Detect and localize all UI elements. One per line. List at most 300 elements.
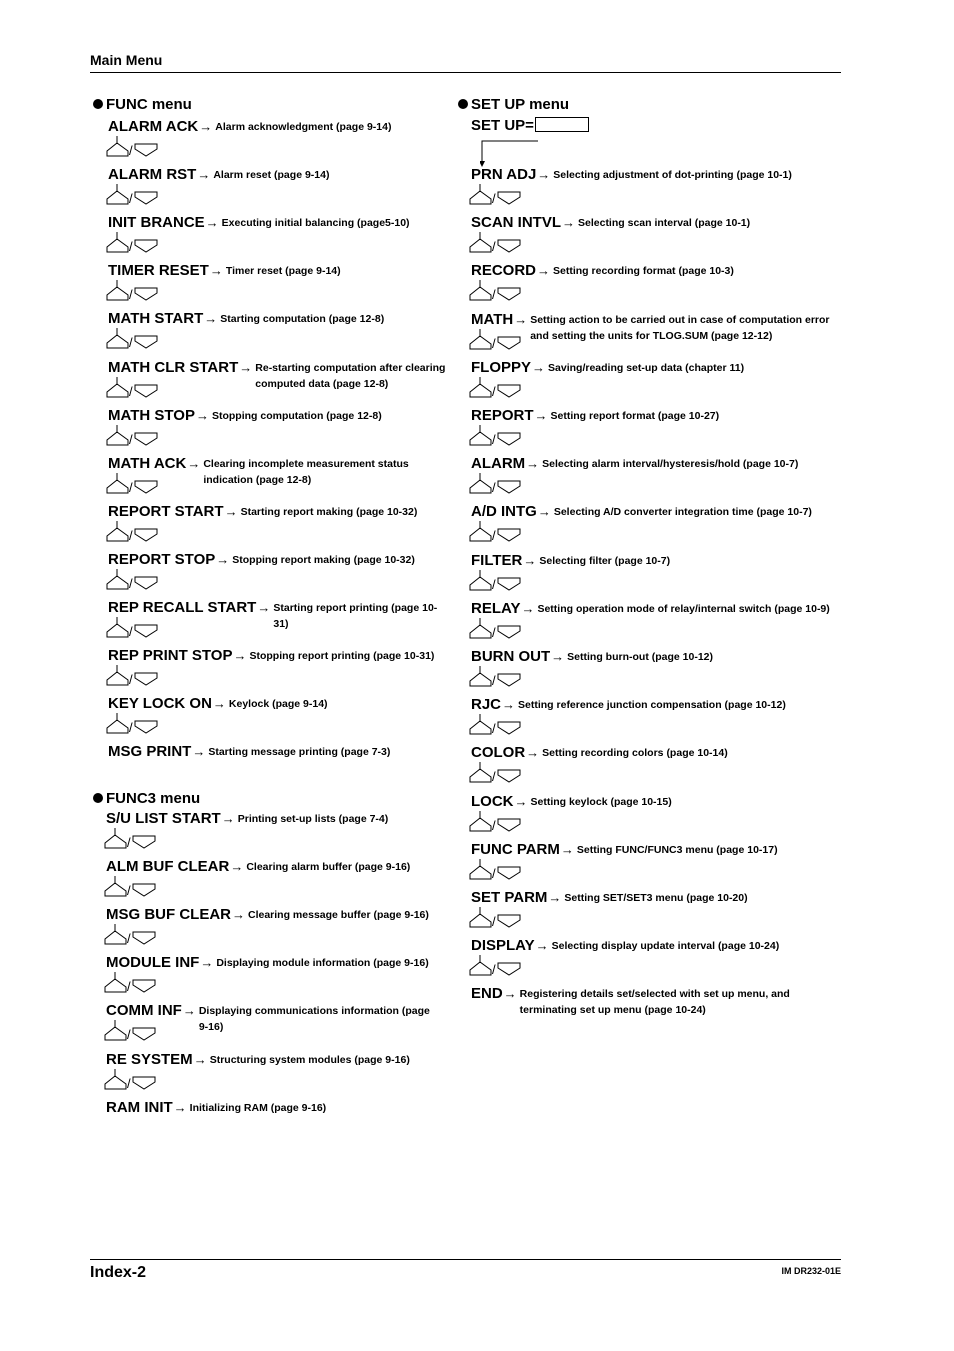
up-down-keys-icon <box>469 473 529 495</box>
key-separator: / <box>492 914 496 929</box>
menu-item-description: Registering details set/selected with set up menu, and terminating set up menu (page 10-24) <box>519 988 790 1017</box>
key-separator: / <box>492 383 496 399</box>
up-down-keys-icon <box>469 377 529 399</box>
menu-item-description: Initializing RAM (page 9-16) <box>189 1101 327 1114</box>
key-separator: / <box>492 673 496 688</box>
up-arrow-key-icon <box>107 239 128 252</box>
key-separator: / <box>129 287 133 303</box>
key-separator: / <box>127 1027 131 1043</box>
down-arrow-key-icon <box>135 529 157 541</box>
up-arrow-key-icon <box>107 528 128 541</box>
key-separator: / <box>492 817 496 833</box>
right-arrow-icon: → <box>182 1003 196 1019</box>
menu-item-keyword: ALARM RST <box>108 166 197 184</box>
menu-item-description: Selecting adjustment of dot-printing (page 10-1) <box>553 169 792 181</box>
menu-item <box>471 503 841 544</box>
menu-item-keyword: LOCK <box>471 792 514 810</box>
up-down-keys-icon <box>104 828 164 850</box>
up-arrow-key-icon <box>107 191 128 204</box>
menu-item <box>106 1050 440 1091</box>
up-arrow-key-icon <box>470 239 491 252</box>
up-arrow-key-icon <box>470 818 491 831</box>
key-separator: / <box>492 432 496 447</box>
up-arrow-key-icon <box>105 835 126 848</box>
up-arrow-key-icon <box>105 979 126 992</box>
right-arrow-icon: → <box>232 907 245 923</box>
menu-item-keyword: DISPLAY <box>471 937 535 955</box>
menu-item-description: Setting FUNC/FUNC3 menu (page 10-17) <box>576 843 778 856</box>
key-separator: / <box>492 576 496 592</box>
menu-item <box>108 262 446 303</box>
menu-item-keyword: SET PARM <box>471 889 548 906</box>
menu-item-description: Alarm acknowledgment (page 9-14) <box>215 121 392 133</box>
menu-item-description: Saving/reading set-up data (chapter 11) <box>548 361 745 374</box>
menu-item <box>471 310 841 351</box>
down-arrow-key-icon <box>498 963 520 975</box>
key-separator: / <box>129 720 133 736</box>
right-arrow-icon: → <box>221 811 235 826</box>
right-arrow-icon: → <box>199 119 213 134</box>
func-menu-title: FUNC menu <box>93 96 192 113</box>
key-separator: / <box>127 1075 131 1091</box>
down-arrow-key-icon <box>498 288 520 300</box>
up-down-keys-icon <box>106 136 166 158</box>
up-arrow-key-icon <box>107 335 128 348</box>
key-separator: / <box>492 191 496 206</box>
key-separator: / <box>129 143 133 158</box>
key-separator: / <box>492 721 496 737</box>
menu-item-description: Starting report making (page 10-32) <box>240 505 418 518</box>
key-separator: / <box>129 191 133 207</box>
down-arrow-key-icon <box>498 240 520 252</box>
down-arrow-key-icon <box>133 1077 155 1089</box>
key-separator: / <box>129 575 133 591</box>
menu-item-keyword: REP PRINT STOP <box>108 647 233 665</box>
up-down-keys-icon <box>106 569 166 591</box>
up-arrow-key-icon <box>470 577 491 590</box>
menu-item-keyword: REPORT STOP <box>108 550 216 568</box>
key-separator: / <box>492 865 496 881</box>
down-arrow-key-icon <box>135 192 157 204</box>
up-arrow-key-icon <box>470 914 491 927</box>
menu-item-keyword: RE SYSTEM <box>106 1050 193 1068</box>
menu-item-description: Re-starting computation after clearing computed data (page 12-8) <box>255 361 446 390</box>
right-arrow-icon: → <box>548 890 562 905</box>
menu-item <box>106 1100 440 1116</box>
up-arrow-key-icon <box>470 191 491 204</box>
up-down-keys-icon <box>106 184 166 206</box>
menu-item <box>106 810 440 850</box>
down-arrow-key-icon <box>135 288 157 300</box>
up-down-keys-icon <box>469 811 529 833</box>
down-arrow-key-icon <box>133 1028 155 1040</box>
right-arrow-icon: → <box>514 311 528 327</box>
up-arrow-key-icon <box>470 336 491 349</box>
down-arrow-key-icon <box>133 980 155 992</box>
up-down-keys-icon <box>104 972 164 994</box>
key-separator: / <box>492 480 496 496</box>
down-arrow-key-icon <box>498 674 520 686</box>
down-arrow-key-icon <box>135 721 157 733</box>
menu-item <box>108 358 446 399</box>
menu-item <box>106 954 440 995</box>
setup-value-box <box>535 117 589 132</box>
menu-item-description: Stopping report making (page 10-32) <box>232 553 415 566</box>
menu-item <box>471 262 841 303</box>
up-down-keys-icon <box>469 618 529 640</box>
down-arrow-key-icon <box>135 625 157 637</box>
up-down-keys-icon <box>104 924 164 946</box>
up-down-keys-icon <box>469 907 529 929</box>
menu-item <box>471 648 841 688</box>
menu-item-description: Setting keylock (page 10-15) <box>530 795 672 808</box>
menu-item-description: Setting burn-out (page 10-12) <box>567 651 714 663</box>
menu-item <box>106 858 440 899</box>
right-arrow-icon: → <box>187 455 201 471</box>
menu-item-keyword: MODULE INF <box>106 954 200 972</box>
menu-item-description: Starting message printing (page 7-3) <box>208 746 391 759</box>
up-down-keys-icon <box>106 713 166 735</box>
up-down-keys-icon <box>469 280 529 302</box>
right-arrow-icon: → <box>523 552 537 568</box>
menu-item <box>471 792 841 833</box>
down-arrow-key-icon <box>135 673 157 685</box>
menu-item <box>106 906 440 947</box>
right-arrow-icon: → <box>562 215 575 231</box>
menu-item <box>108 454 446 495</box>
menu-item-keyword: REP RECALL START <box>108 599 257 616</box>
down-arrow-key-icon <box>135 577 157 589</box>
menu-item-keyword: MATH START <box>108 310 204 328</box>
up-down-keys-icon <box>106 280 166 302</box>
up-down-keys-icon <box>106 617 166 639</box>
up-down-keys-icon <box>106 665 166 687</box>
up-arrow-key-icon <box>107 432 128 445</box>
menu-item-description: Setting recording format (page 10-3) <box>553 265 734 278</box>
down-arrow-key-icon <box>498 819 520 831</box>
up-down-keys-icon <box>469 570 529 592</box>
footer-rule <box>90 1259 841 1260</box>
right-arrow-icon: → <box>526 745 540 761</box>
down-arrow-key-icon <box>133 836 155 848</box>
up-arrow-key-icon <box>470 962 491 975</box>
menu-item-keyword: PRN ADJ <box>471 166 537 183</box>
menu-item <box>108 599 446 639</box>
right-arrow-icon: → <box>532 359 546 375</box>
up-down-keys-icon <box>469 329 529 351</box>
menu-item-description: Setting SET/SET3 menu (page 10-20) <box>564 892 748 904</box>
menu-item <box>471 599 841 640</box>
menu-item-keyword: FILTER <box>471 551 523 569</box>
menu-item-keyword: ALM BUF CLEAR <box>106 858 230 876</box>
key-separator: / <box>492 528 496 544</box>
up-arrow-key-icon <box>107 143 128 156</box>
menu-item-keyword: RJC <box>471 696 502 714</box>
up-arrow-key-icon <box>107 624 128 637</box>
key-separator: / <box>492 335 496 351</box>
right-arrow-icon: → <box>534 408 548 423</box>
up-down-keys-icon <box>106 232 166 254</box>
up-down-keys-icon <box>106 521 166 543</box>
menu-item-keyword: BURN OUT <box>471 648 551 665</box>
down-arrow-key-icon <box>498 722 520 734</box>
menu-item-keyword: MATH <box>471 310 514 328</box>
up-down-keys-icon <box>469 425 529 447</box>
menu-item <box>471 455 841 496</box>
down-arrow-key-icon <box>135 433 157 445</box>
up-down-keys-icon <box>104 1020 164 1042</box>
menu-item-keyword: RELAY <box>471 599 521 617</box>
menu-item-description: Stopping computation (page 12-8) <box>211 409 382 422</box>
right-arrow-icon: → <box>503 986 517 1002</box>
bullet-icon <box>93 793 103 803</box>
up-down-keys-icon <box>469 232 529 254</box>
menu-item-keyword: KEY LOCK ON <box>108 695 212 713</box>
menu-item-description: Alarm reset (page 9-14) <box>213 169 330 182</box>
menu-item-keyword: RAM INIT <box>106 1098 173 1116</box>
menu-item-keyword: FUNC PARM <box>471 840 560 858</box>
up-down-keys-icon <box>469 666 529 688</box>
key-separator: / <box>129 672 133 688</box>
key-separator: / <box>129 335 133 351</box>
up-arrow-key-icon <box>107 384 128 397</box>
down-arrow-key-icon <box>135 240 157 252</box>
down-arrow-key-icon <box>135 336 157 348</box>
menu-item-keyword: FLOPPY <box>471 358 532 376</box>
menu-item-description: Keylock (page 9-14) <box>228 698 328 711</box>
down-arrow-key-icon <box>498 626 520 638</box>
up-arrow-key-icon <box>470 528 491 541</box>
menu-item-keyword: RECORD <box>471 262 537 280</box>
running-header: Main Menu <box>90 52 163 68</box>
menu-item-description: Displaying communications information (page 9-16) <box>198 1005 430 1034</box>
right-arrow-icon: → <box>560 841 574 857</box>
menu-item <box>108 166 446 207</box>
menu-item-description: Selecting scan interval (page 10-1) <box>578 217 751 230</box>
bullet-icon <box>458 99 468 109</box>
up-arrow-key-icon <box>107 720 128 733</box>
up-arrow-key-icon <box>470 673 491 686</box>
up-down-keys-icon <box>469 762 529 784</box>
right-arrow-icon: → <box>230 859 244 875</box>
menu-item <box>108 118 446 158</box>
down-arrow-key-icon <box>498 578 520 590</box>
menu-item-keyword: END <box>471 985 503 1003</box>
key-separator: / <box>129 624 133 639</box>
up-down-keys-icon <box>106 328 166 350</box>
down-arrow-key-icon <box>135 144 157 156</box>
up-arrow-key-icon <box>105 1076 126 1089</box>
menu-item-description: Setting reference junction compensation (page 10-12) <box>518 699 786 712</box>
right-arrow-icon: → <box>205 215 219 231</box>
up-arrow-key-icon <box>107 576 128 589</box>
menu-item-keyword: MSG PRINT <box>108 743 192 761</box>
up-arrow-key-icon <box>470 480 491 493</box>
menu-item <box>108 744 446 760</box>
down-arrow-key-icon <box>498 915 520 927</box>
key-separator: / <box>127 931 131 947</box>
up-arrow-key-icon <box>470 432 491 445</box>
up-down-keys-icon <box>106 473 166 495</box>
setup-entry-label: SET UP= <box>471 117 589 134</box>
menu-item <box>108 214 446 255</box>
menu-item <box>108 647 446 688</box>
menu-item <box>471 744 841 785</box>
menu-item-description: Selecting filter (page 10-7) <box>539 554 671 567</box>
menu-item-description: Setting action to be carried out in case of computation error and setting the units for TLOG.SUM (page 12-12) <box>530 313 830 342</box>
right-arrow-icon: → <box>537 504 551 520</box>
up-arrow-key-icon <box>470 625 491 638</box>
key-separator: / <box>127 883 131 899</box>
up-arrow-key-icon <box>470 866 491 879</box>
right-arrow-icon: → <box>521 600 535 616</box>
menu-item-keyword: S/U LIST START <box>106 810 221 827</box>
menu-item-keyword: TIMER RESET <box>108 262 209 280</box>
menu-item <box>108 502 446 543</box>
right-arrow-icon: → <box>535 938 549 954</box>
right-arrow-icon: → <box>197 167 211 183</box>
menu-item <box>471 407 841 447</box>
up-down-keys-icon <box>469 955 529 977</box>
right-arrow-icon: → <box>514 793 528 809</box>
menu-item <box>471 166 841 206</box>
menu-item <box>471 937 841 978</box>
up-arrow-key-icon <box>105 1027 126 1040</box>
right-arrow-icon: → <box>193 1051 207 1067</box>
key-separator: / <box>129 383 133 399</box>
header-rule <box>90 72 841 73</box>
menu-item <box>471 986 841 1018</box>
down-arrow-key-icon <box>135 481 157 493</box>
menu-item-description: Clearing alarm buffer (page 9-16) <box>246 861 411 874</box>
down-arrow-key-icon <box>498 529 520 541</box>
key-separator: / <box>492 624 496 640</box>
right-arrow-icon: → <box>173 1099 187 1115</box>
down-arrow-key-icon <box>135 385 157 397</box>
menu-item-keyword: SCAN INTVL <box>471 214 561 232</box>
menu-item <box>108 406 446 447</box>
right-arrow-icon: → <box>233 648 247 664</box>
right-arrow-icon: → <box>192 744 206 760</box>
bullet-icon <box>93 99 103 109</box>
key-separator: / <box>127 835 131 850</box>
right-arrow-icon: → <box>526 456 540 472</box>
menu-item-description: Selecting A/D converter integration time (page 10-7) <box>553 506 812 519</box>
up-arrow-key-icon <box>105 883 126 896</box>
setup-connector-arrow <box>480 140 540 168</box>
menu-item-description: Displaying module information (page 9-16) <box>216 957 429 970</box>
up-down-keys-icon <box>106 377 166 399</box>
right-arrow-icon: → <box>216 551 230 567</box>
right-arrow-icon: → <box>551 649 565 664</box>
menu-item-description: Selecting display update interval (page 10-24) <box>551 940 780 953</box>
menu-item <box>108 310 446 351</box>
right-arrow-icon: → <box>239 359 253 375</box>
key-separator: / <box>129 431 133 447</box>
key-separator: / <box>492 962 496 978</box>
menu-item-keyword: ALARM <box>471 455 526 473</box>
up-down-keys-icon <box>469 714 529 736</box>
menu-item-description: Starting report printing (page 10-31) <box>273 602 438 630</box>
func3-menu-title: FUNC3 menu <box>93 790 200 807</box>
menu-item-keyword: INIT BRANCE <box>108 214 205 232</box>
up-down-keys-icon <box>106 425 166 447</box>
key-separator: / <box>492 769 496 785</box>
up-arrow-key-icon <box>470 384 491 397</box>
menu-item <box>108 695 446 736</box>
up-down-keys-icon <box>104 876 164 898</box>
key-separator: / <box>492 287 496 303</box>
menu-item-description: Starting computation (page 12-8) <box>220 313 385 326</box>
menu-item-description: Stopping report printing (page 10-31) <box>249 650 435 663</box>
down-arrow-key-icon <box>498 337 520 349</box>
up-down-keys-icon <box>469 184 529 206</box>
key-separator: / <box>129 479 133 495</box>
right-arrow-icon: → <box>195 407 209 423</box>
right-arrow-icon: → <box>200 955 214 971</box>
up-arrow-key-icon <box>470 769 491 782</box>
key-separator: / <box>129 239 133 255</box>
down-arrow-key-icon <box>498 433 520 445</box>
right-arrow-icon: → <box>257 600 271 615</box>
page-number: Index-2 <box>90 1264 147 1281</box>
menu-item-keyword: A/D INTG <box>471 503 537 521</box>
down-arrow-key-icon <box>498 770 520 782</box>
menu-item <box>471 214 841 255</box>
up-arrow-key-icon <box>470 721 491 734</box>
menu-item <box>106 1002 440 1043</box>
key-separator: / <box>127 979 131 995</box>
right-arrow-icon: → <box>204 311 218 327</box>
up-arrow-key-icon <box>107 672 128 685</box>
key-separator: / <box>492 239 496 255</box>
right-arrow-icon: → <box>502 697 516 713</box>
menu-item-description: Timer reset (page 9-14) <box>225 265 341 278</box>
menu-item-keyword: MATH ACK <box>108 454 187 472</box>
menu-item-keyword: COMM INF <box>106 1002 182 1020</box>
menu-item-keyword: COLOR <box>471 744 526 762</box>
menu-item-keyword: REPORT <box>471 407 534 424</box>
menu-item-keyword: MSG BUF CLEAR <box>106 906 231 924</box>
menu-item-keyword: MATH STOP <box>108 406 195 424</box>
down-arrow-key-icon <box>498 867 520 879</box>
up-arrow-key-icon <box>470 287 491 300</box>
up-arrow-key-icon <box>107 480 128 493</box>
down-arrow-key-icon <box>498 192 520 204</box>
menu-item-keyword: REPORT START <box>108 502 224 520</box>
menu-item <box>471 840 841 881</box>
menu-item-description: Setting report format (page 10-27) <box>550 410 720 422</box>
right-arrow-icon: → <box>212 696 226 712</box>
down-arrow-key-icon <box>133 884 155 896</box>
right-arrow-icon: → <box>537 263 551 279</box>
up-down-keys-icon <box>469 859 529 881</box>
menu-item <box>471 696 841 737</box>
menu-item-keyword: ALARM ACK <box>108 118 199 135</box>
up-down-keys-icon <box>104 1069 164 1091</box>
menu-item-description: Setting operation mode of relay/internal switch (page 10-9) <box>537 602 830 615</box>
down-arrow-key-icon <box>133 932 155 944</box>
menu-item <box>471 551 841 592</box>
down-arrow-key-icon <box>498 481 520 493</box>
menu-item-description: Selecting alarm interval/hysteresis/hold (page 10-7) <box>542 458 799 471</box>
menu-item-description: Structuring system modules (page 9-16) <box>209 1053 410 1066</box>
right-arrow-icon: → <box>209 263 223 279</box>
right-arrow-icon: → <box>537 167 551 182</box>
key-separator: / <box>129 527 133 543</box>
menu-item-description: Clearing incomplete measurement status indication (page 12-8) <box>203 457 409 486</box>
menu-item <box>471 889 841 929</box>
